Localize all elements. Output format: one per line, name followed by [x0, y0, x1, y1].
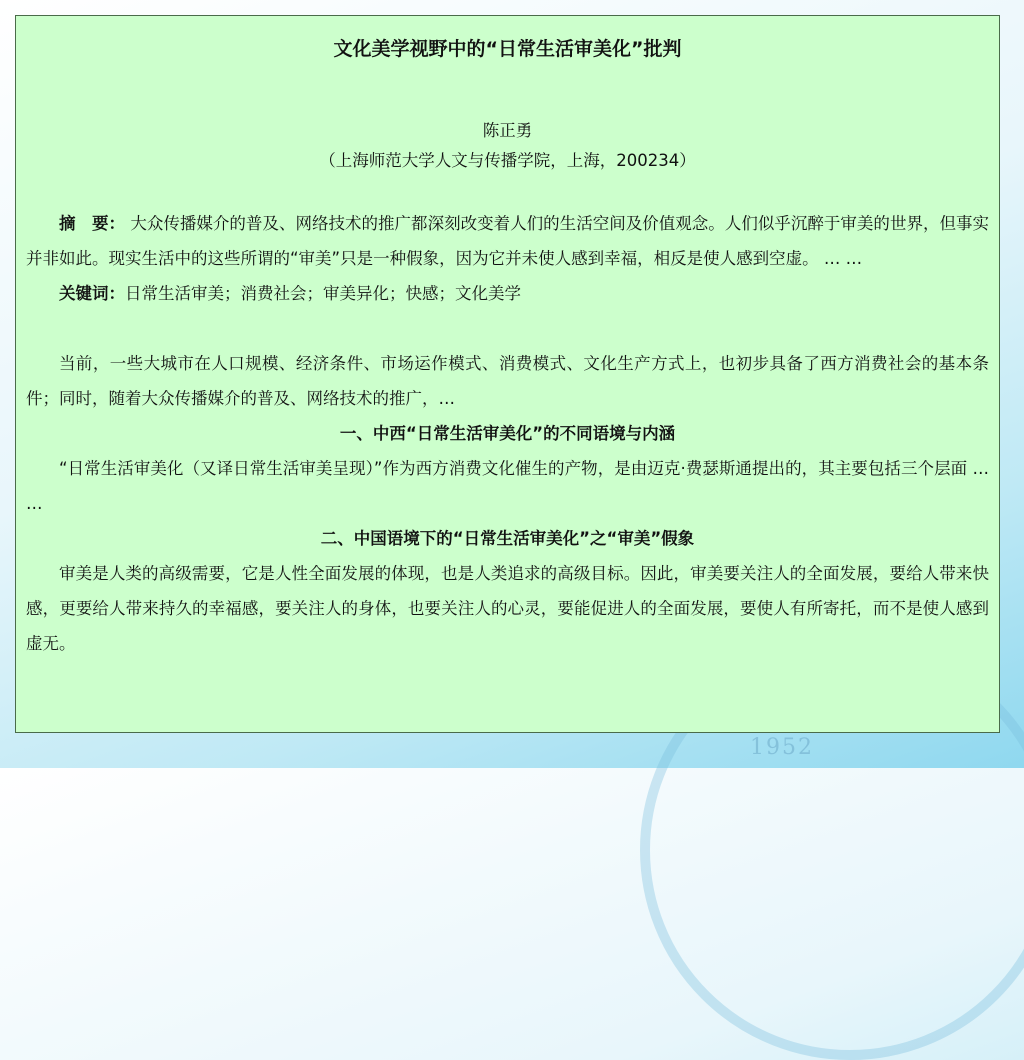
author-name: 陈正勇: [482, 121, 533, 140]
keywords-text: 日常生活审美；消费社会；审美异化；快感；文化美学: [125, 284, 521, 303]
document-panel: [15, 15, 1000, 733]
seal-year: 1952: [750, 735, 814, 760]
abstract: [26, 206, 989, 276]
section1-heading: 一、中西“日常生活审美化”的不同语境与内涵: [339, 424, 676, 443]
keywords: [26, 276, 989, 311]
intro-paragraph: 当前，一些大城市在人口规模、经济条件、市场运作模式、消费模式、文化生产方式上，也初步具备了西方消费社会的基本条件；同时，随着大众传播媒介的普及、网络技术的推广，…: [26, 354, 989, 408]
section2-paragraph: 审美是人类的高级需要，它是人性全面发展的体现，也是人类追求的高级目标。因此，审美要关注人的全面发展，要给人带来快感，更要给人带来持久的幸福感，要关注人的身体，也要关注人的心灵，要能促进人的全面发展，要使人有所寄托，而不是使人感到虚无。: [26, 564, 989, 653]
author-affiliation: （上海师范大学人文与传播学院，上海，200234）: [319, 151, 696, 170]
abstract-text: 大众传播媒介的普及、网络技术的推广都深刻改变着人们的生活空间及价值观念。人们似乎沉醉于审美的世界，但事实并非如此。现实生活中的这些所谓的“审美”只是一种假象，因为它并未使人感到幸福，相反是使人感到空虚。 … …: [26, 214, 990, 268]
document-title: 文化美学视野中的“日常生活审美化”批判: [333, 38, 682, 60]
section2-heading: 二、中国语境下的“日常生活审美化”之“审美”假象: [320, 529, 695, 548]
keywords-label: 关键词：: [59, 284, 125, 303]
abstract-label: 摘 要：: [59, 214, 126, 233]
section1-paragraph: “日常生活审美化（又译日常生活审美呈现）”作为西方消费文化催生的产物，是由迈克·费瑟斯通提出的，其主要包括三个层面 … …: [26, 459, 989, 513]
